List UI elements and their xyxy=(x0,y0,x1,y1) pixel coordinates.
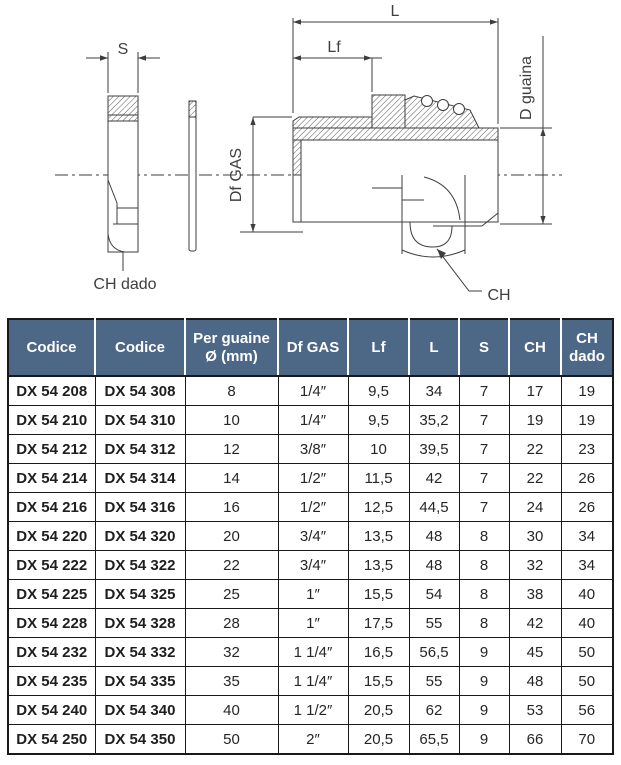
value-cell: 16,5 xyxy=(348,638,409,667)
value-cell: 10 xyxy=(185,406,278,435)
code-cell: DX 54 350 xyxy=(95,725,185,755)
value-cell: 48 xyxy=(409,551,459,580)
value-cell: 20,5 xyxy=(348,725,409,755)
dim-label-l: L xyxy=(390,3,400,20)
value-cell: 55 xyxy=(409,667,459,696)
value-cell: 14 xyxy=(185,464,278,493)
code-cell: DX 54 212 xyxy=(8,435,95,464)
value-cell: 20 xyxy=(185,522,278,551)
value-cell: 45 xyxy=(509,638,561,667)
value-cell: 17,5 xyxy=(348,609,409,638)
value-cell: 22 xyxy=(509,435,561,464)
value-cell: 9 xyxy=(459,638,509,667)
value-cell: 22 xyxy=(185,551,278,580)
value-cell: 1/4″ xyxy=(278,406,348,435)
header-ch-dado: CH dado xyxy=(561,319,613,376)
value-cell: 70 xyxy=(561,725,613,755)
table-row xyxy=(8,580,613,609)
dim-label-lf: Lf xyxy=(327,39,341,56)
value-cell: 13,5 xyxy=(348,522,409,551)
code-cell: DX 54 240 xyxy=(8,696,95,725)
nut-section xyxy=(86,52,160,271)
value-cell: 40 xyxy=(185,696,278,725)
value-cell: 28 xyxy=(185,609,278,638)
header-l: L xyxy=(409,319,459,376)
value-cell: 39,5 xyxy=(409,435,459,464)
table-row xyxy=(8,696,613,725)
value-cell: 48 xyxy=(409,522,459,551)
value-cell: 34 xyxy=(561,551,613,580)
code-cell: DX 54 220 xyxy=(8,522,95,551)
value-cell: 7 xyxy=(459,435,509,464)
value-cell: 1/2″ xyxy=(278,464,348,493)
value-cell: 32 xyxy=(509,551,561,580)
table-row xyxy=(8,725,613,755)
value-cell: 22 xyxy=(509,464,561,493)
header-per-guaine: Per guaine Ø (mm) xyxy=(185,319,278,376)
table-body xyxy=(8,376,613,754)
value-cell: 40 xyxy=(561,609,613,638)
value-cell: 7 xyxy=(459,376,509,406)
code-cell: DX 54 232 xyxy=(8,638,95,667)
fitting-cross-section-drawing xyxy=(0,0,621,312)
value-cell: 3/4″ xyxy=(278,551,348,580)
table-row xyxy=(8,551,613,580)
value-cell: 50 xyxy=(561,667,613,696)
value-cell: 2″ xyxy=(278,725,348,755)
value-cell: 20,5 xyxy=(348,696,409,725)
code-cell: DX 54 325 xyxy=(95,580,185,609)
code-cell: DX 54 214 xyxy=(8,464,95,493)
value-cell: 9 xyxy=(459,667,509,696)
code-cell: DX 54 340 xyxy=(95,696,185,725)
value-cell: 11,5 xyxy=(348,464,409,493)
code-cell: DX 54 312 xyxy=(95,435,185,464)
table-row xyxy=(8,609,613,638)
code-cell: DX 54 228 xyxy=(8,609,95,638)
value-cell: 53 xyxy=(509,696,561,725)
value-cell: 9 xyxy=(459,696,509,725)
code-cell: DX 54 235 xyxy=(8,667,95,696)
value-cell: 48 xyxy=(509,667,561,696)
value-cell: 42 xyxy=(509,609,561,638)
washer-section xyxy=(189,101,196,251)
value-cell: 1 1/4″ xyxy=(278,638,348,667)
value-cell: 1 1/4″ xyxy=(278,667,348,696)
dimensions-table xyxy=(7,318,614,755)
value-cell: 40 xyxy=(561,580,613,609)
code-cell: DX 54 216 xyxy=(8,493,95,522)
table-row xyxy=(8,493,613,522)
value-cell: 17 xyxy=(509,376,561,406)
value-cell: 32 xyxy=(185,638,278,667)
value-cell: 8 xyxy=(459,580,509,609)
value-cell: 34 xyxy=(561,522,613,551)
dim-label-df-gas: Df GAS xyxy=(228,147,245,203)
value-cell: 10 xyxy=(348,435,409,464)
value-cell: 9 xyxy=(459,725,509,755)
value-cell: 54 xyxy=(409,580,459,609)
value-cell: 35,2 xyxy=(409,406,459,435)
value-cell: 56 xyxy=(561,696,613,725)
value-cell: 24 xyxy=(509,493,561,522)
value-cell: 9,5 xyxy=(348,376,409,406)
value-cell: 9,5 xyxy=(348,406,409,435)
value-cell: 38 xyxy=(509,580,561,609)
value-cell: 42 xyxy=(409,464,459,493)
header-s: S xyxy=(459,319,509,376)
value-cell: 25 xyxy=(185,580,278,609)
value-cell: 62 xyxy=(409,696,459,725)
value-cell: 7 xyxy=(459,406,509,435)
value-cell: 23 xyxy=(561,435,613,464)
value-cell: 7 xyxy=(459,493,509,522)
label-ch: CH xyxy=(487,287,511,304)
value-cell: 1″ xyxy=(278,609,348,638)
value-cell: 35 xyxy=(185,667,278,696)
value-cell: 19 xyxy=(561,406,613,435)
header-ch: CH xyxy=(509,319,561,376)
value-cell: 66 xyxy=(509,725,561,755)
value-cell: 8 xyxy=(459,522,509,551)
value-cell: 65,5 xyxy=(409,725,459,755)
header-codice-2: Codice xyxy=(95,319,185,376)
technical-drawing xyxy=(0,0,621,312)
table-row xyxy=(8,638,613,667)
value-cell: 1 1/2″ xyxy=(278,696,348,725)
code-cell: DX 54 308 xyxy=(95,376,185,406)
value-cell: 1″ xyxy=(278,580,348,609)
value-cell: 26 xyxy=(561,493,613,522)
value-cell: 3/4″ xyxy=(278,522,348,551)
table-row xyxy=(8,435,613,464)
table-row xyxy=(8,522,613,551)
code-cell: DX 54 332 xyxy=(95,638,185,667)
value-cell: 7 xyxy=(459,464,509,493)
dimensions-table-wrap xyxy=(7,318,614,755)
code-cell: DX 54 335 xyxy=(95,667,185,696)
value-cell: 19 xyxy=(509,406,561,435)
value-cell: 15,5 xyxy=(348,580,409,609)
value-cell: 34 xyxy=(409,376,459,406)
fitting-body-section xyxy=(293,95,498,257)
value-cell: 15,5 xyxy=(348,667,409,696)
dim-label-d-guaina: D guaina xyxy=(518,55,535,121)
value-cell: 8 xyxy=(459,551,509,580)
header-codice-1: Codice xyxy=(8,319,95,376)
code-cell: DX 54 222 xyxy=(8,551,95,580)
value-cell: 56,5 xyxy=(409,638,459,667)
code-cell: DX 54 208 xyxy=(8,376,95,406)
value-cell: 12,5 xyxy=(348,493,409,522)
value-cell: 26 xyxy=(561,464,613,493)
table-header xyxy=(8,319,613,376)
code-cell: DX 54 328 xyxy=(95,609,185,638)
code-cell: DX 54 314 xyxy=(95,464,185,493)
value-cell: 13,5 xyxy=(348,551,409,580)
value-cell: 55 xyxy=(409,609,459,638)
value-cell: 8 xyxy=(185,376,278,406)
value-cell: 3/8″ xyxy=(278,435,348,464)
value-cell: 1/4″ xyxy=(278,376,348,406)
code-cell: DX 54 320 xyxy=(95,522,185,551)
dim-label-s: S xyxy=(117,41,129,58)
header-lf: Lf xyxy=(348,319,409,376)
table-row xyxy=(8,667,613,696)
header-df-gas: Df GAS xyxy=(278,319,348,376)
value-cell: 50 xyxy=(561,638,613,667)
code-cell: DX 54 316 xyxy=(95,493,185,522)
value-cell: 30 xyxy=(509,522,561,551)
code-cell: DX 54 210 xyxy=(8,406,95,435)
label-ch-dado: CH dado xyxy=(93,276,157,293)
table-row xyxy=(8,376,613,406)
table-row xyxy=(8,406,613,435)
table-row xyxy=(8,464,613,493)
value-cell: 16 xyxy=(185,493,278,522)
value-cell: 8 xyxy=(459,609,509,638)
value-cell: 19 xyxy=(561,376,613,406)
value-cell: 12 xyxy=(185,435,278,464)
code-cell: DX 54 250 xyxy=(8,725,95,755)
code-cell: DX 54 225 xyxy=(8,580,95,609)
value-cell: 1/2″ xyxy=(278,493,348,522)
code-cell: DX 54 322 xyxy=(95,551,185,580)
value-cell: 50 xyxy=(185,725,278,755)
value-cell: 44,5 xyxy=(409,493,459,522)
code-cell: DX 54 310 xyxy=(95,406,185,435)
